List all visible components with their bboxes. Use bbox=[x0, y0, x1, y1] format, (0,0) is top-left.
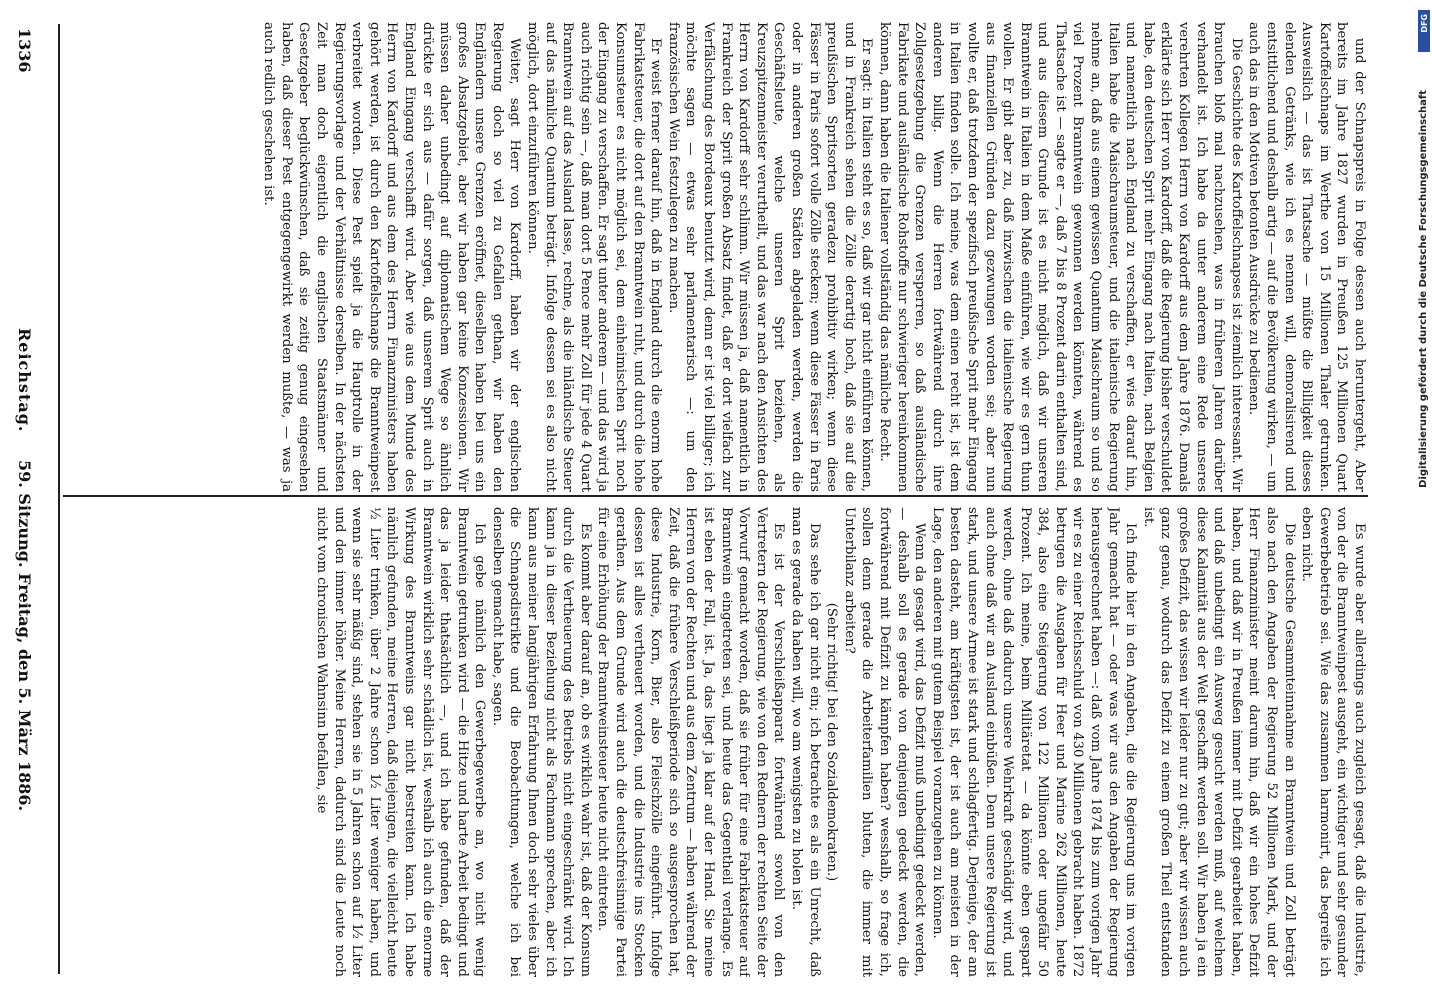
page-header bbox=[6, 20, 42, 980]
dfg-logo: DFG bbox=[1418, 10, 1430, 52]
paragraph: Er weist ferner darauf hin, daß in England durch die enorm hohe Fabrikatsteuer, die dort auf den Branntwein ruht, und durch die hohe Konsumsteuer es nicht möglich sei, dem einheimischen Sprit noch der Eingang zu verschaffen. Er sagt unter anderem — und das wird ja auch richtig sein —, daß man dort 5 Pence mehr Zoll für jede 4 Quart Branntwein auf das Ausland lasse, rechne, als die inländische Steuer auf das nämliche Quantum beträgt. Infolge dessen sei es also nicht möglich, dort einzuführen können. bbox=[525, 22, 664, 492]
right-running-head: 59. Sitzung. Freitag, den 5. März 1886. bbox=[15, 460, 34, 812]
paragraph: Es ist der Verschleißapparat fortwährend sowohl von den Vertretern der Regierung, wie von den Rednern der rechten Seite der Vorwurf gemacht worden, daß sie früher für eine Fabrikatsteuer auf Branntwein eingetreten sei, und heute das Gegentheil verlange. Es ist eben der Fall, ist. Ja, das liegt ja klar auf der Hand. Sie meine Herren von der Rechten und aus dem Zentrum — haben während der Zeit, daß die frühere Verschleißperiode sich so ausgesprochen hat, diese Industrie, Korn, Bier, also Fleischzölle eingeführt. Infolge dessen ist alles vertheuert worden, und die Industrie ins Stocken gerathen. Aus dem Grunde wird auch die deutschfreisinnige Partei für eine Erhöhung der Branntweinsteuer heute nicht eintreten. bbox=[595, 507, 787, 977]
digitization-credit bbox=[1416, 10, 1432, 990]
paragraph: Ich gebe nämlich den Gewerbegewerbe an, wo nicht wenig Branntwein getrunken wird — die Hitze und harte Arbeit bedingt und das ja leider thatsächlich —, und ich habe gefunden, daß der Branntwein wirklich sehr schädlich ist, weshalb ich auch die enorme Wirkung des Branntweins gar nicht bestreiten kann. Ich habe nämlich gefunden, meine Herren, daß diejenigen, die vielleicht heute ½ Liter trinken, über 2 Jahre schon 1⁄₂ Liter weniger haben, und wenn sie sehr mäßig sind, stehen sie in 5 Jahren schon auf 1⁄₂ Liter und den immer höher. Meine Herren, dadurch sind die Leute noch nicht vom chronischen Wahnsinn befallen, sie bbox=[313, 507, 488, 977]
paragraph: Die deutsche Gesammteinnahme an Branntwein und Zoll beträgt also nach den Angaben der Regierung 52 Millionen Mark, und der Herr Finanzminister meint darum hin, daß wir ein hohes Defizit haben, und daß wir in Preußen immer mit Defizit gearbeitet haben, und daß unbedingt ein Ausweg gesucht werden muß, auf welchem diese Kalamität aus der Welt geschafft werden soll. Wir haben ja ein großes Defizit, das wissen wir leider nur zu gut; aber wir wissen auch ganz genau, wodurch das Defizit zu einem großen Theil entstanden ist. bbox=[1140, 507, 1297, 977]
left-running-head: Reichstag. bbox=[15, 328, 34, 433]
paragraph: und der Schnapspreis in Folge dessen auch heruntergeht, Aber bereits im Jahre 1827 wurden in Preußen 125 Millionen Quart Kartoffelschnaps im Werthe von 15 Millionen Thaler getrunken. Ausweislich — das ist Thatsache — müßte die Billigkeit dieses elenden Getränks, wie ich es nennen will, demoralisirend und entsittlichend und deshalb artig — auf die Bevölkerung wirken, — um auch das in den Motiven betonten Ausdrücke zu bedienen. bbox=[1246, 22, 1367, 492]
paragraph: Wenn da gesagt wird, das Defizit muß unbedingt gedeckt werden, — deshalb soll es gerade von denjenigen gedeckt werden, die fortwährend mit Defizit zu kämpfen haben? wesshalb, so frage ich, sollen denn gerade die Arbeiterfamilien bluten, die immer mit Unterbilanz arbeiten? bbox=[841, 507, 928, 977]
paragraph: Weiter, sagt Herr von Kardorff, haben wir der englischen Regierung doch so viel zu Gefallen gethan, wir haben den Engländern unsere Grenzen eröffnet, dieselben haben bei uns ein großes Absatzgebiet, aber wir haben gar keine Konzessionen. Wir müssen daher unbedingt auf diplomatischem Wege so ähnlich drückte er sich aus — dafür sorgen, daß unserem Sprit auch in England Eingang verschafft wird. Aber wie aus dem Munde des Herrn von Kardorff und aus dem des Herrn Finanzministers haben gehört werden, ist durch den Kartoffelschnaps die Branntweinpest verbreitet worden. Diese Pest spielt ja die Hauptrolle in der Regierungsvorlage und der Verhältnisse derselben. In der nächsten Zeit man doch eigentlich die englischen Staatsmänner und Gesetzgeber beglückwünschen, daß sie zeitig genug eingesehen haben, daß dieser Pest entgegengewirkt werden mußte, — was ja auch redlich geschehen ist. bbox=[261, 22, 523, 492]
left-column bbox=[63, 22, 1368, 492]
paragraph: Er sagt: in Italien steht es so, daß wir gar nicht einführen können, und in Frankreich sehen die Zölle derartig hoch, daß sie auf die preußischen Spritsorten geradezu prohibitiv wirken; wenn diese Fässer in Paris sofort volle Zölle stecken; wenn diese Fässer in Paris oder in anderen großen Städten abgeladen werden, werden die Geschäftsleute, welche unseren Sprit beziehen, als Kreuzspitzenmeister verurtheilt, und das war nach den Ansichten des Herrn von Kardorff sehr schlimm. Wir müssen ja, daß namentlich in Frankreich der Sprit großen Absatz findet, daß er dort vielfach zur Verfälschung des Bordeaux benutzt wird, denn er ist viel billiger; ich möchte sagen — etwas sehr parlamentarisch —: um den französischen Wein festzulegen zu machen. bbox=[665, 22, 875, 492]
paragraph: Das sehe ich gar nicht ein; ich betrachte es als ein Unrecht, daß man es gerade da haben will, wo am wenigsten zu holen ist. bbox=[789, 507, 822, 977]
interjection: (Sehr richtig! bei den Sozialdemokraten.) bbox=[824, 602, 840, 882]
header-rule bbox=[58, 24, 60, 974]
paragraph: Die Geschichte des Kartoffelschnapses ist ziemlich interessant. Wir brauchen bloß mal nachzusehen, was in früheren Jahren darüber verhandelt ist. Ich habe da unter anderem eine Rede unseres verehrten Kollegen Herrn von Kardorff aus dem Jahre 1876. Damals erklärte sich Herr von Kardorff, daß die Regierung bisher verschuldet habe, den deutschen Sprit mehr Eingang nach Italien, nach Belgien und namentlich nach England zu verschaffen, er wies darauf hin, Italien habe die Maischraumsteuer, und die italienische Regierung nehme an, daß aus einem gewissen Quantum Maischraum so und so viel Prozent Branntwein gewonnen werden könnten, während es Thatsache ist — sagte er —, daß 7 bis 8 Prozent darin enthalten sind, und aus diesem Grunde ist es nicht möglich, daß wir unseren Branntwein in Italien in dem Maße einführen, wie wir es gern thun wollen. Er gibt aber zu, daß inzwischen die italienische Regierung aus finanziellen Gründen dazu gezwungen worden sei; aber nun wollte er, daß trotzdem der spezifisch preußische Sprit mehr Eingang in Italien finden solle. Ich meine, was dem einen recht ist, ist dem anderen billig. Wenn die Herren fortwährend durch ihre Zollgesetzgebung die Grenzen versperren, so daß ausländische Fabrikate und ausländische Rohstoffe nur schwieriger hereinkommen können, dann haben die Italiener vollständig das nämliche Recht. bbox=[876, 22, 1244, 492]
page-number: 1336 bbox=[15, 28, 34, 73]
paragraph: Es kommt aber darauf an, ob es wirklich wahr ist, daß der Konsum durch die Vertheuerung des Betriebs nicht eingeschränkt wird. Ich kann ja in dieser Beziehung nicht als Fachmann sprechen, aber ich kann aus meiner langjährigen Erfahrung Ihnen doch sehr vieles über die Schnapsdistrikte und die Beobachtungen, welche ich bei denselben gemacht habe, sagen. bbox=[489, 507, 593, 977]
column-rule bbox=[63, 495, 1368, 497]
paragraph: Ich finde hier in den Angaben, die die Regierung uns im vorigen Jahr gemacht hat — oder was wir aus den Angaben der Regierung herausgerechnet haben —: daß vom Jahre 1874 bis zum vorigen Jahr wir es zu einer Reichsschuld von 430 Millionen gebracht haben. 1872 betrugen die Ausgaben für Heer und Marine 262 Millionen, heute 384, also eine Steigerung von 122 Millionen oder ungefähr 50 Prozent. Ich meine, beim Militäretat — da könnte eben gespart werden, ohne daß dadurch unsere Wehrkraft geschädigt wird, und auch ohne daß wir an Ausland einbüßen. Denn unsere Regierung ist stark, und unsere Armee ist stark und schlagfertig. Derjenige, der am besten dasteht, am kräftigsten ist, der ist auch am meisten in der Lage, den anderen mit gutem Beispiel voranzugehen zu können. bbox=[929, 507, 1139, 977]
paragraph: Es wurde aber allerdings auch zugleich gesagt, daß die Industrie, von der die Branntweinpest ausgeht, ein wichtiger und sehr gesunder Gewerbebetrieb sei. Wie das zusammen harmonirt, das begreife ich eben nicht. bbox=[1299, 507, 1367, 977]
credit-text: Digitalisierung gefördert durch die Deutsche Forschungsgemeinschaft bbox=[1418, 90, 1429, 488]
right-column bbox=[63, 507, 1368, 977]
